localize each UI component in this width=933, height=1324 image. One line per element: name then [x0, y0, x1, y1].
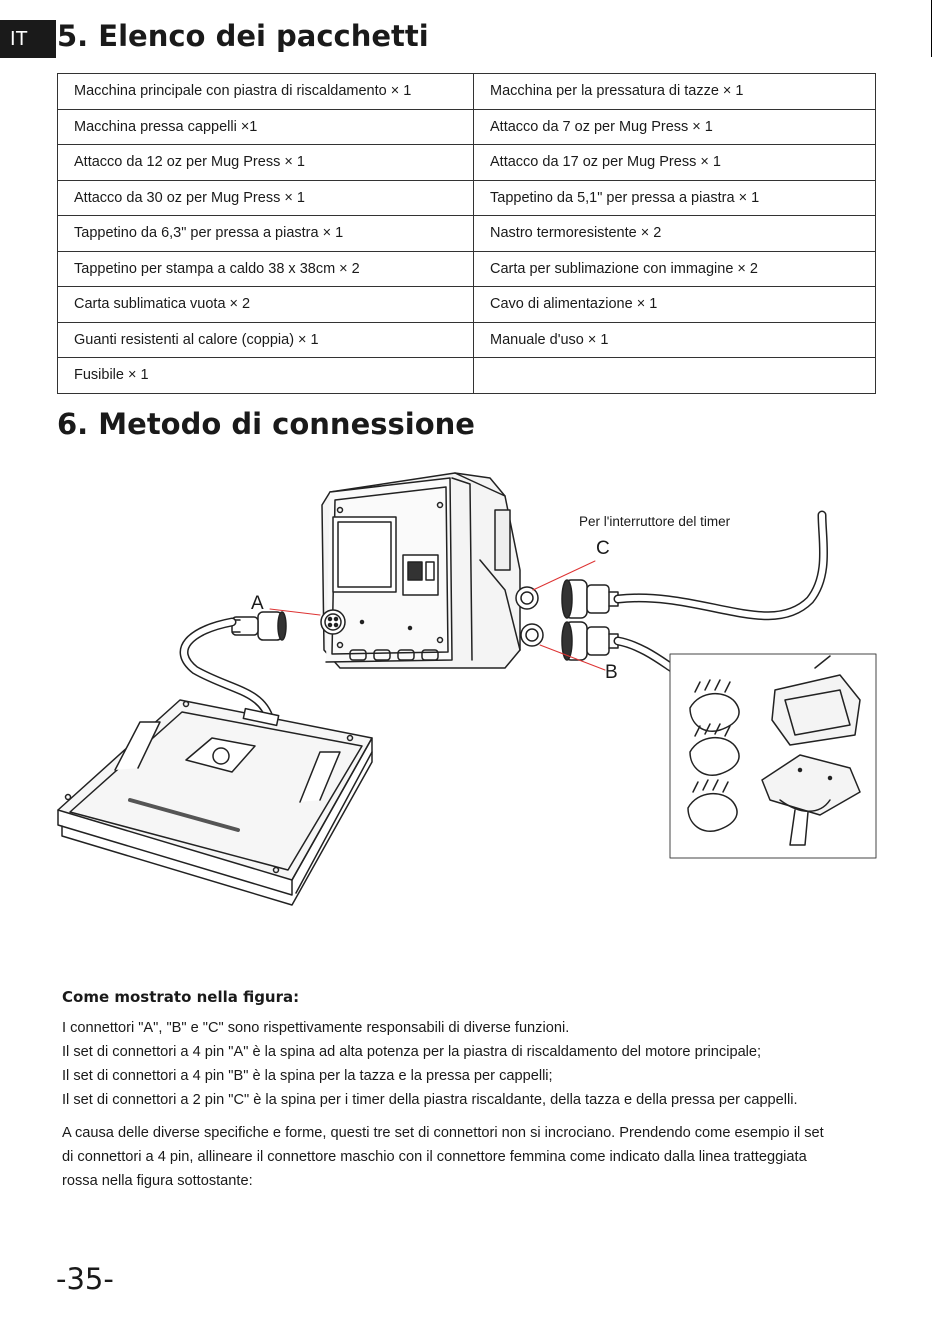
connector-a-label: A: [251, 593, 264, 614]
package-row: [58, 287, 876, 323]
package-item: Macchina pressa cappelli ×1: [58, 109, 474, 145]
package-item: Attacco da 30 oz per Mug Press × 1: [58, 180, 474, 216]
connection-diagram: [0, 450, 933, 920]
package-list-table: [57, 73, 876, 394]
package-item: [474, 358, 876, 394]
page-number: -35-: [56, 1262, 114, 1296]
package-item: Tappetino da 6,3" per pressa a piastra × 1: [58, 216, 474, 252]
accessories-box: [670, 654, 876, 858]
package-row: [58, 145, 876, 181]
package-item: Tappetino per stampa a caldo 38 x 38cm × 2: [58, 251, 474, 287]
package-item: Tappetino da 5,1" per pressa a piastra × 1: [474, 180, 876, 216]
control-box: [322, 473, 520, 668]
package-item: Attacco da 17 oz per Mug Press × 1: [474, 145, 876, 181]
description-paragraph: A causa delle diverse specifiche e forme, questi tre set di connettori non si incrociano. Prendendo come esempio il set di connettori a 4 pin, allineare il connettore maschio con il connettore femmina come indicato dalla linea tratteggiata rossa nella figura sottostante:: [62, 1125, 824, 1189]
package-row: [58, 216, 876, 252]
package-row: [58, 358, 876, 394]
page-edge-line: [931, 0, 932, 57]
connector-c: [516, 580, 618, 618]
package-item: Nastro termoresistente × 2: [474, 216, 876, 252]
package-item: Carta sublimatica vuota × 2: [58, 287, 474, 323]
package-item: Carta per sublimazione con immagine × 2: [474, 251, 876, 287]
description-line: Il set di connettori a 4 pin "A" è la spina ad alta potenza per la piastra di riscaldamento del motore principale;: [62, 1044, 762, 1060]
description-line: Il set di connettori a 2 pin "C" è la spina per i timer della piastra riscaldante, della tazza e della pressa per cappelli.: [62, 1092, 798, 1108]
figure-subheading: Come mostrato nella figura:: [62, 988, 300, 1006]
package-row: [58, 251, 876, 287]
package-row: [58, 109, 876, 145]
heat-press-plate: [58, 700, 372, 905]
package-item: Manuale d'uso × 1: [474, 322, 876, 358]
package-item: Guanti resistenti al calore (coppia) × 1: [58, 322, 474, 358]
package-item: Fusibile × 1: [58, 358, 474, 394]
section-5-title: 5. Elenco dei pacchetti: [57, 19, 429, 53]
language-tab: IT: [0, 20, 56, 58]
connection-description: [62, 985, 882, 1193]
section-6-title: 6. Metodo di connessione: [57, 407, 475, 441]
connector-b: [521, 622, 618, 660]
package-item: Cavo di alimentazione × 1: [474, 287, 876, 323]
connector-b-label: B: [605, 662, 618, 683]
package-row: [58, 74, 876, 110]
package-item: Attacco da 7 oz per Mug Press × 1: [474, 109, 876, 145]
package-row: [58, 322, 876, 358]
package-item: Attacco da 12 oz per Mug Press × 1: [58, 145, 474, 181]
description-line: Il set di connettori a 4 pin "B" è la spina per la tazza e la pressa per cappelli;: [62, 1068, 553, 1084]
description-line: I connettori "A", "B" e "C" sono rispettivamente responsabili di diverse funzioni.: [62, 1020, 570, 1036]
timer-switch-label: Per l'interruttore del timer: [579, 514, 731, 529]
connector-c-label: C: [596, 538, 610, 559]
package-item: Macchina per la pressatura di tazze × 1: [474, 74, 876, 110]
package-row: [58, 180, 876, 216]
package-item: Macchina principale con piastra di riscaldamento × 1: [58, 74, 474, 110]
connection-illustration: [0, 450, 933, 920]
